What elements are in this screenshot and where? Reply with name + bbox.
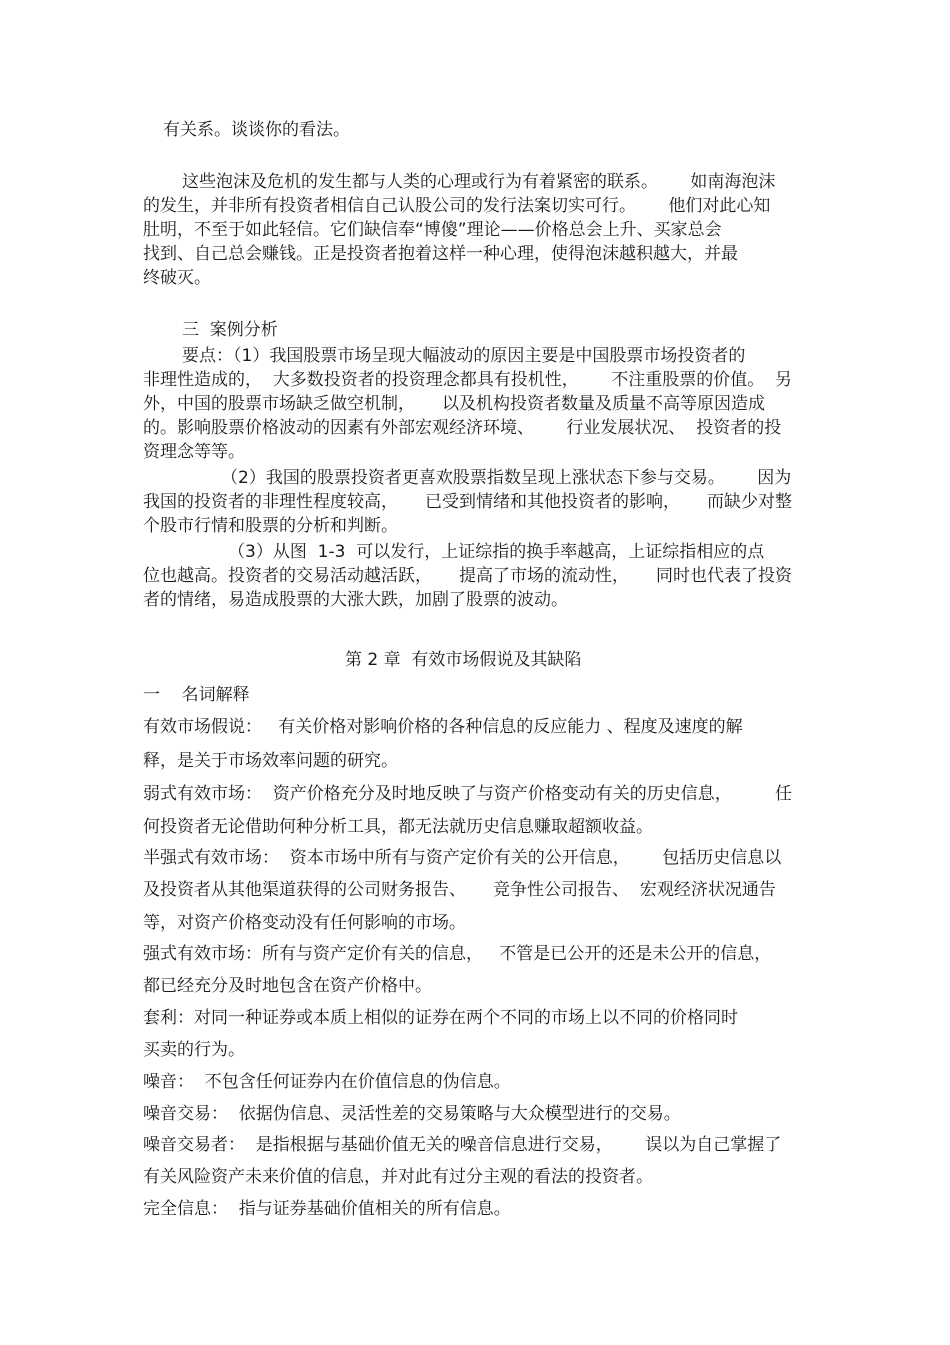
case-line: （3）从图 1-3 可以发行，上证综指的换手率越高，上证综指相应的点 (228, 542, 765, 562)
term-line: 弱式有效市场： 资产价格充分及时地反映了与资产价格变动有关的历史信息， 任 (143, 784, 793, 804)
answer-line: 终破灭。 (143, 268, 211, 288)
term-line: 买卖的行为。 (143, 1040, 245, 1060)
chapter-title: 第 2 章 有效市场假说及其缺陷 (345, 650, 582, 670)
term-line: 都已经充分及时地包含在资产价格中。 (143, 976, 432, 996)
answer-line: 的发生，并非所有投资者相信自己认股公司的发行法案切实可行。 他们对此心知 (143, 196, 771, 216)
case-line: 位也越高。投资者的交易活动越活跃， 提高了市场的流动性， 同时也代表了投资 (143, 566, 793, 586)
term-line: 有关风险资产未来价值的信息，并对此有过分主观的看法的投资者。 (143, 1167, 653, 1187)
answer-line: 这些泡沫及危机的发生都与人类的心理或行为有着紧密的联系。 如南海泡沫 (182, 172, 776, 192)
case-line: （2）我国的股票投资者更喜欢股票指数呈现上涨状态下参与交易。 因为 (221, 468, 792, 488)
term-line: 半强式有效市场： 资本市场中所有与资产定价有关的公开信息， 包括历史信息以 (143, 848, 782, 868)
term-line: 噪音交易者： 是指根据与基础价值无关的噪音信息进行交易， 误以为自己掌握了 (143, 1135, 782, 1155)
case-line: 外，中国的股票市场缺乏做空机制， 以及机构投资者数量及质量不高等原因造成 (143, 394, 766, 414)
case-line: 要点：（1）我国股票市场呈现大幅波动的原因主要是中国股票市场投资者的 (182, 346, 746, 366)
case-line: 者的情绪，易造成股票的大涨大跌，加剧了股票的波动。 (143, 590, 568, 610)
term-line: 噪音： 不包含任何证券内在价值信息的伪信息。 (143, 1072, 511, 1092)
term-line: 等，对资产价格变动没有任何影响的市场。 (143, 913, 466, 933)
term-line: 有效市场假说： 有关价格对影响价格的各种信息的反应能力 、程度及速度的解 (143, 717, 743, 737)
term-line: 完全信息： 指与证券基础价值相关的所有信息。 (143, 1199, 511, 1219)
case-line: 非理性造成的， 大多数投资者的投资理念都具有投机性， 不注重股票的价值。 另 (143, 370, 793, 390)
case-line: 的。影响股票价格波动的因素有外部宏观经济环境、 行业发展状况、 投资者的投 (143, 418, 782, 438)
section-heading: 一 名词解释 (143, 685, 250, 705)
case-line: 我国的投资者的非理性程度较高， 已受到情绪和其他投资者的影响， 而缺少对整 (143, 492, 793, 512)
term-line: 何投资者无论借助何种分析工具，都无法就历史信息赚取超额收益。 (143, 817, 653, 837)
answer-line: 肚明，不至于如此轻信。它们缺信奉“博傻”理论——价格总会上升、买家总会 (143, 220, 722, 240)
term-line: 强式有效市场：所有与资产定价有关的信息， 不管是已公开的还是未公开的信息， (143, 944, 772, 964)
case-line: 资理念等等。 (143, 442, 245, 462)
term-line: 释，是关于市场效率问题的研究。 (143, 751, 398, 771)
case-analysis-heading: 三 案例分析 (182, 320, 278, 340)
case-line: 个股市行情和股票的分析和判断。 (143, 516, 398, 536)
term-line: 套利：对同一种证券或本质上相似的证券在两个不同的市场上以不同的价格同时 (143, 1008, 738, 1028)
answer-tail: 有关系。谈谈你的看法。 (163, 120, 350, 140)
term-line: 噪音交易： 依据伪信息、灵活性差的交易策略与大众模型进行的交易。 (143, 1104, 681, 1124)
answer-line: 找到、自己总会赚钱。正是投资者抱着这样一种心理，使得泡沫越积越大，并最 (143, 244, 738, 264)
term-line: 及投资者从其他渠道获得的公司财务报告、 竞争性公司报告、 宏观经济状况通告 (143, 880, 776, 900)
